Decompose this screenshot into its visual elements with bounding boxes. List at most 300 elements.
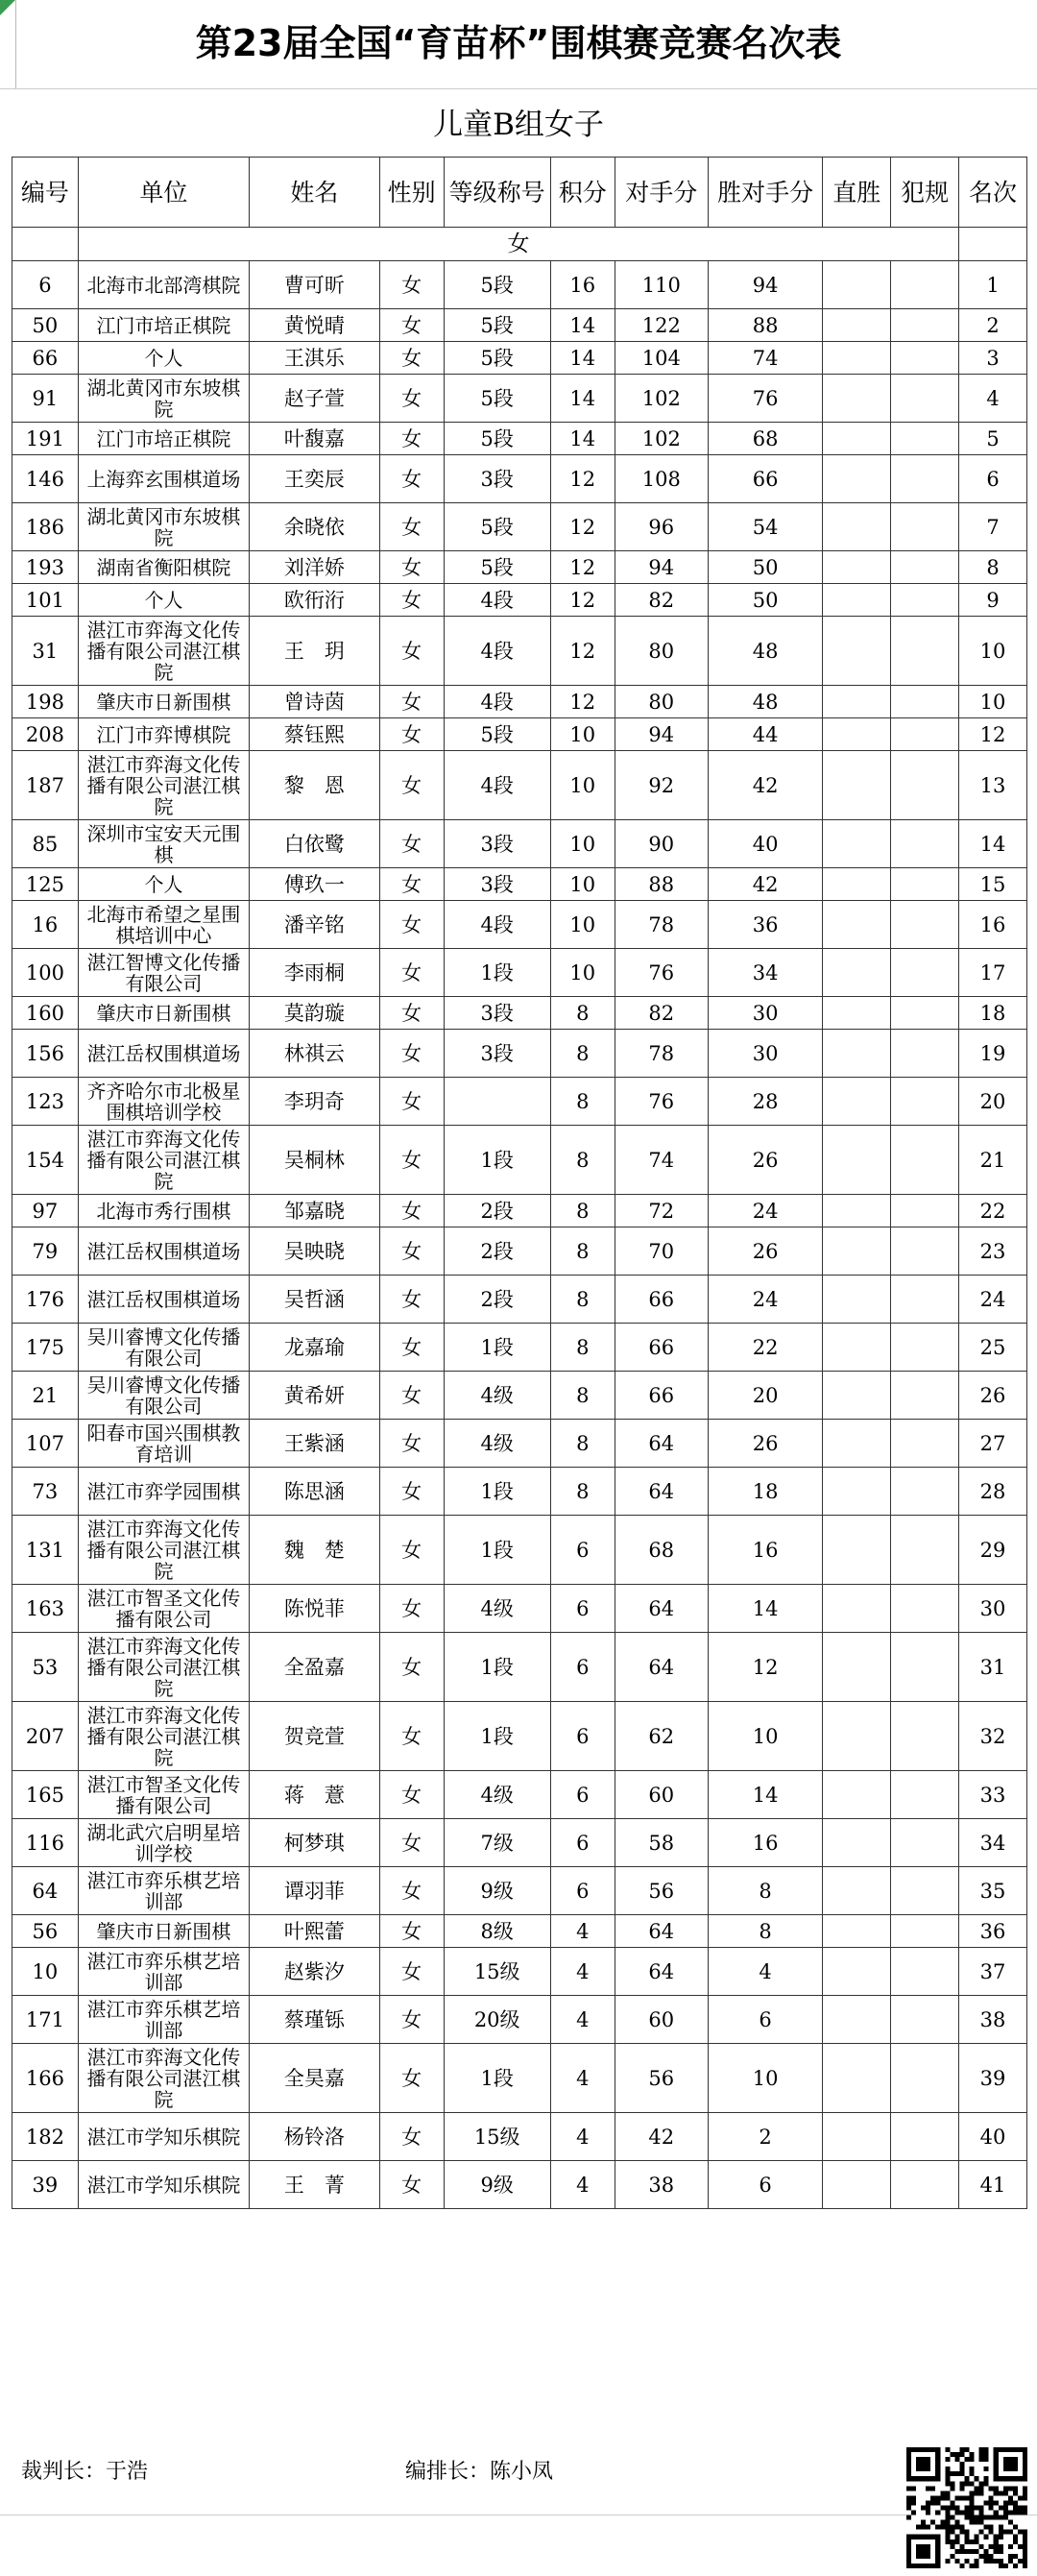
cell-grade: 9级 [444, 1867, 550, 1915]
cell-grade: 5段 [444, 423, 550, 455]
cell-unit: 湛江岳权围棋道场 [78, 1276, 249, 1324]
cell-score: 10 [550, 751, 615, 820]
cell-opponent-score: 56 [615, 1867, 708, 1915]
cell-rank: 10 [959, 686, 1027, 718]
table-row [12, 1948, 1027, 1996]
cell-opponent-score: 74 [615, 1126, 708, 1195]
cell-unit: 肇庆市日新围棋 [78, 997, 249, 1030]
table-row [12, 1276, 1027, 1324]
cell-unit: 湛江市学知乐棋院 [78, 2161, 249, 2209]
cell-rank: 30 [959, 1585, 1027, 1633]
cell-opponent-score: 66 [615, 1324, 708, 1372]
cell-unit: 湛江市弈海文化传播有限公司湛江棋院 [78, 1702, 249, 1771]
cell-grade: 5段 [444, 342, 550, 375]
cell-win-opponent-score: 48 [708, 617, 822, 686]
group-row [12, 228, 1027, 261]
cell-grade: 4段 [444, 686, 550, 718]
cell-name: 蒋 薏 [250, 1771, 380, 1819]
cell-opponent-score: 64 [615, 1948, 708, 1996]
cell-direct-win [823, 584, 891, 617]
cell-score: 4 [550, 2113, 615, 2161]
table-row [12, 375, 1027, 423]
cell-gender: 女 [379, 1996, 444, 2044]
cell-name: 叶熙蕾 [250, 1915, 380, 1948]
cell-foul [891, 1126, 959, 1195]
cell-foul [891, 1324, 959, 1372]
cell-opponent-score: 66 [615, 1372, 708, 1420]
table-row [12, 2044, 1027, 2113]
cell-win-opponent-score: 42 [708, 751, 822, 820]
cell-name: 李雨桐 [250, 949, 380, 997]
cell-direct-win [823, 686, 891, 718]
cell-rank: 40 [959, 2113, 1027, 2161]
cell-name: 杨铃洛 [250, 2113, 380, 2161]
cell-direct-win [823, 1276, 891, 1324]
cell-score: 8 [550, 1324, 615, 1372]
cell-opponent-score: 64 [615, 1915, 708, 1948]
cell-score: 8 [550, 1372, 615, 1420]
cell-grade: 3段 [444, 868, 550, 901]
cell-rank: 19 [959, 1030, 1027, 1078]
cell-foul [891, 342, 959, 375]
cell-no: 175 [12, 1324, 79, 1372]
page-title: 第23届全国“育苗杯”围棋赛竞赛名次表 [195, 22, 842, 64]
cell-score: 12 [550, 617, 615, 686]
cell-unit: 肇庆市日新围棋 [78, 686, 249, 718]
cell-score: 12 [550, 584, 615, 617]
table-row [12, 2161, 1027, 2209]
cell-name: 贺竞萱 [250, 1702, 380, 1771]
cell-foul [891, 1867, 959, 1915]
cell-gender: 女 [379, 997, 444, 1030]
header-rank: 名次 [959, 158, 1027, 228]
cell-grade: 2段 [444, 1227, 550, 1276]
cell-direct-win [823, 1516, 891, 1585]
table-row [12, 584, 1027, 617]
cell-score: 12 [550, 503, 615, 551]
cell-gender: 女 [379, 1585, 444, 1633]
cell-win-opponent-score: 34 [708, 949, 822, 997]
cell-name: 黄希妍 [250, 1372, 380, 1420]
cell-gender: 女 [379, 901, 444, 949]
cell-gender: 女 [379, 1195, 444, 1227]
table-row [12, 1516, 1027, 1585]
cell-opponent-score: 38 [615, 2161, 708, 2209]
cell-no: 116 [12, 1819, 79, 1867]
cell-unit: 湛江市弈乐棋艺培训部 [78, 1867, 249, 1915]
cell-no: 101 [12, 584, 79, 617]
cell-unit: 湖北黄冈市东坡棋院 [78, 375, 249, 423]
cell-gender: 女 [379, 718, 444, 751]
cell-grade: 4段 [444, 751, 550, 820]
cell-score: 16 [550, 261, 615, 309]
cell-gender: 女 [379, 342, 444, 375]
cell-win-opponent-score: 18 [708, 1468, 822, 1516]
cell-win-opponent-score: 94 [708, 261, 822, 309]
cell-opponent-score: 88 [615, 868, 708, 901]
cell-win-opponent-score: 66 [708, 455, 822, 503]
header-win-opponent-score: 胜对手分 [708, 158, 822, 228]
table-row [12, 901, 1027, 949]
table-row [12, 1915, 1027, 1948]
cell-grade: 15级 [444, 1948, 550, 1996]
cell-win-opponent-score: 50 [708, 551, 822, 584]
cell-grade: 5段 [444, 503, 550, 551]
cell-score: 6 [550, 1516, 615, 1585]
cell-opponent-score: 82 [615, 584, 708, 617]
cell-opponent-score: 96 [615, 503, 708, 551]
cell-foul [891, 820, 959, 868]
cell-score: 6 [550, 1585, 615, 1633]
cell-direct-win [823, 342, 891, 375]
cell-direct-win [823, 1227, 891, 1276]
cell-direct-win [823, 1324, 891, 1372]
cell-win-opponent-score: 16 [708, 1516, 822, 1585]
cell-name: 李玥奇 [250, 1078, 380, 1126]
cell-rank: 33 [959, 1771, 1027, 1819]
cell-direct-win [823, 617, 891, 686]
cell-grade: 5段 [444, 309, 550, 342]
table-row [12, 1227, 1027, 1276]
cell-opponent-score: 78 [615, 1030, 708, 1078]
cell-direct-win [823, 1867, 891, 1915]
cell-foul [891, 1276, 959, 1324]
cell-score: 10 [550, 718, 615, 751]
cell-rank: 39 [959, 2044, 1027, 2113]
cell-name: 柯梦琪 [250, 1819, 380, 1867]
cell-name: 全盈嘉 [250, 1633, 380, 1702]
table-row [12, 997, 1027, 1030]
cell-grade: 1段 [444, 1126, 550, 1195]
cell-unit: 湛江市弈海文化传播有限公司湛江棋院 [78, 1516, 249, 1585]
cell-gender: 女 [379, 2044, 444, 2113]
cell-unit: 湛江智博文化传播有限公司 [78, 949, 249, 997]
cell-win-opponent-score: 76 [708, 375, 822, 423]
cell-grade: 4级 [444, 1771, 550, 1819]
cell-gender: 女 [379, 261, 444, 309]
cell-name: 刘洋娇 [250, 551, 380, 584]
cell-gender: 女 [379, 584, 444, 617]
cell-no: 146 [12, 455, 79, 503]
table-row [12, 1867, 1027, 1915]
cell-unit: 上海弈玄围棋道场 [78, 455, 249, 503]
cell-score: 10 [550, 901, 615, 949]
cell-score: 8 [550, 1078, 615, 1126]
cell-unit: 湛江市学知乐棋院 [78, 2113, 249, 2161]
ranking-table [12, 157, 1027, 2209]
cell-rank: 24 [959, 1276, 1027, 1324]
cell-win-opponent-score: 12 [708, 1633, 822, 1702]
cell-direct-win [823, 1030, 891, 1078]
table-row [12, 551, 1027, 584]
cell-grade: 4段 [444, 584, 550, 617]
cell-direct-win [823, 820, 891, 868]
cell-foul [891, 1915, 959, 1948]
cell-opponent-score: 90 [615, 820, 708, 868]
cell-gender: 女 [379, 949, 444, 997]
cell-name: 赵紫汐 [250, 1948, 380, 1996]
cell-name: 王 玥 [250, 617, 380, 686]
cell-grade: 3段 [444, 997, 550, 1030]
cell-foul [891, 949, 959, 997]
cell-win-opponent-score: 24 [708, 1276, 822, 1324]
cell-grade: 4级 [444, 1585, 550, 1633]
cell-gender: 女 [379, 1771, 444, 1819]
cell-name: 傅玖一 [250, 868, 380, 901]
cell-win-opponent-score: 26 [708, 1227, 822, 1276]
cell-grade: 1段 [444, 949, 550, 997]
cell-foul [891, 2044, 959, 2113]
cell-name: 黎 恩 [250, 751, 380, 820]
cell-gender: 女 [379, 1702, 444, 1771]
cell-score: 4 [550, 2161, 615, 2209]
cell-opponent-score: 64 [615, 1468, 708, 1516]
cell-opponent-score: 68 [615, 1516, 708, 1585]
cell-name: 谭羽菲 [250, 1867, 380, 1915]
cell-unit: 湛江岳权围棋道场 [78, 1030, 249, 1078]
cell-rank: 35 [959, 1867, 1027, 1915]
cell-unit: 湛江岳权围棋道场 [78, 1227, 249, 1276]
cell-no: 73 [12, 1468, 79, 1516]
cell-win-opponent-score: 30 [708, 997, 822, 1030]
cell-unit: 肇庆市日新围棋 [78, 1915, 249, 1948]
cell-direct-win [823, 2161, 891, 2209]
cell-foul [891, 1227, 959, 1276]
cell-direct-win [823, 503, 891, 551]
cell-score: 10 [550, 949, 615, 997]
cell-rank: 28 [959, 1468, 1027, 1516]
cell-grade: 1段 [444, 1516, 550, 1585]
table-row [12, 1819, 1027, 1867]
cell-unit: 江门市培正棋院 [78, 423, 249, 455]
qr-code-icon[interactable] [906, 2447, 1027, 2568]
cell-grade: 4级 [444, 1420, 550, 1468]
cell-unit: 湖北武穴启明星培训学校 [78, 1819, 249, 1867]
cell-foul [891, 1030, 959, 1078]
cell-no: 156 [12, 1030, 79, 1078]
cell-name: 曾诗茵 [250, 686, 380, 718]
cell-foul [891, 1078, 959, 1126]
cell-score: 12 [550, 551, 615, 584]
cell-name: 魏 楚 [250, 1516, 380, 1585]
cell-rank: 2 [959, 309, 1027, 342]
cell-no: 85 [12, 820, 79, 868]
cell-unit: 湛江市弈海文化传播有限公司湛江棋院 [78, 617, 249, 686]
cell-no: 182 [12, 2113, 79, 2161]
cell-score: 6 [550, 1867, 615, 1915]
cell-opponent-score: 58 [615, 1819, 708, 1867]
cell-win-opponent-score: 50 [708, 584, 822, 617]
cell-no: 10 [12, 1948, 79, 1996]
cell-grade: 4段 [444, 901, 550, 949]
cell-gender: 女 [379, 868, 444, 901]
cell-rank: 36 [959, 1915, 1027, 1948]
cell-no: 176 [12, 1276, 79, 1324]
table-row [12, 1195, 1027, 1227]
cell-grade: 3段 [444, 455, 550, 503]
cell-opponent-score: 94 [615, 551, 708, 584]
table-row [12, 1372, 1027, 1420]
cell-gender: 女 [379, 423, 444, 455]
cell-score: 10 [550, 868, 615, 901]
cell-win-opponent-score: 8 [708, 1915, 822, 1948]
table-row [12, 820, 1027, 868]
cell-opponent-score: 70 [615, 1227, 708, 1276]
header-row [12, 158, 1027, 228]
cell-no: 107 [12, 1420, 79, 1468]
cell-no: 171 [12, 1996, 79, 2044]
cell-unit: 湛江市弈海文化传播有限公司湛江棋院 [78, 1633, 249, 1702]
cell-rank: 31 [959, 1633, 1027, 1702]
cell-name: 赵子萱 [250, 375, 380, 423]
cell-foul [891, 1468, 959, 1516]
cell-unit: 阳春市国兴围棋教育培训 [78, 1420, 249, 1468]
cell-direct-win [823, 1468, 891, 1516]
cell-no: 166 [12, 2044, 79, 2113]
cell-score: 8 [550, 997, 615, 1030]
cell-win-opponent-score: 14 [708, 1771, 822, 1819]
cell-direct-win [823, 2044, 891, 2113]
cell-gender: 女 [379, 686, 444, 718]
cell-name: 王紫涵 [250, 1420, 380, 1468]
cell-rank: 16 [959, 901, 1027, 949]
cell-gender: 女 [379, 820, 444, 868]
table-row [12, 309, 1027, 342]
cell-grade: 20级 [444, 1996, 550, 2044]
cell-direct-win [823, 1585, 891, 1633]
cell-no: 39 [12, 2161, 79, 2209]
header-name: 姓名 [250, 158, 380, 228]
cell-score: 12 [550, 686, 615, 718]
cell-unit: 湛江市弈海文化传播有限公司湛江棋院 [78, 1126, 249, 1195]
cell-rank: 1 [959, 261, 1027, 309]
cell-direct-win [823, 1915, 891, 1948]
cell-direct-win [823, 1078, 891, 1126]
cell-unit: 湛江市弈乐棋艺培训部 [78, 1996, 249, 2044]
cell-grade: 3段 [444, 820, 550, 868]
cell-rank: 25 [959, 1324, 1027, 1372]
cell-gender: 女 [379, 1030, 444, 1078]
cell-win-opponent-score: 10 [708, 1702, 822, 1771]
cell-rank: 34 [959, 1819, 1027, 1867]
cell-foul [891, 375, 959, 423]
cell-name: 曹可昕 [250, 261, 380, 309]
cell-unit: 湛江市弈海文化传播有限公司湛江棋院 [78, 2044, 249, 2113]
cell-foul [891, 617, 959, 686]
cell-direct-win [823, 1372, 891, 1420]
cell-direct-win [823, 551, 891, 584]
cell-gender: 女 [379, 1276, 444, 1324]
group-label: 女 [78, 228, 958, 261]
cell-foul [891, 686, 959, 718]
cell-gender: 女 [379, 1633, 444, 1702]
cell-opponent-score: 64 [615, 1420, 708, 1468]
cell-direct-win [823, 868, 891, 901]
cell-unit: 北海市秀行围棋 [78, 1195, 249, 1227]
cell-opponent-score: 122 [615, 309, 708, 342]
cell-rank: 8 [959, 551, 1027, 584]
cell-no: 64 [12, 1867, 79, 1915]
cell-rank: 37 [959, 1948, 1027, 1996]
table-row [12, 1633, 1027, 1702]
cell-gender: 女 [379, 1372, 444, 1420]
cell-rank: 7 [959, 503, 1027, 551]
cell-score: 8 [550, 1195, 615, 1227]
cell-score: 8 [550, 1276, 615, 1324]
cell-foul [891, 997, 959, 1030]
cell-win-opponent-score: 28 [708, 1078, 822, 1126]
cell-no: 187 [12, 751, 79, 820]
cell-name: 黄悦晴 [250, 309, 380, 342]
cell-score: 8 [550, 1126, 615, 1195]
cell-foul [891, 901, 959, 949]
cell-unit: 深圳市宝安天元围棋 [78, 820, 249, 868]
cell-grade: 5段 [444, 551, 550, 584]
cell-win-opponent-score: 6 [708, 1996, 822, 2044]
cell-no: 154 [12, 1126, 79, 1195]
cell-no: 31 [12, 617, 79, 686]
header-grade: 等级称号 [444, 158, 550, 228]
cell-rank: 6 [959, 455, 1027, 503]
cell-direct-win [823, 1996, 891, 2044]
cell-direct-win [823, 455, 891, 503]
header-score: 积分 [550, 158, 615, 228]
cell-grade: 1段 [444, 1633, 550, 1702]
table-row [12, 1702, 1027, 1771]
cell-name: 蔡瑾铄 [250, 1996, 380, 2044]
cell-opponent-score: 42 [615, 2113, 708, 2161]
cell-opponent-score: 102 [615, 423, 708, 455]
cell-rank: 13 [959, 751, 1027, 820]
cell-unit: 个人 [78, 584, 249, 617]
table-row [12, 1420, 1027, 1468]
cell-opponent-score: 64 [615, 1633, 708, 1702]
cell-no: 6 [12, 261, 79, 309]
cell-no: 50 [12, 309, 79, 342]
cell-name: 吴哲涵 [250, 1276, 380, 1324]
cell-score: 14 [550, 342, 615, 375]
header-foul: 犯规 [891, 158, 959, 228]
cell-direct-win [823, 1126, 891, 1195]
table-row [12, 868, 1027, 901]
table-row [12, 1585, 1027, 1633]
cell-score: 6 [550, 1702, 615, 1771]
cell-score: 10 [550, 820, 615, 868]
cell-rank: 20 [959, 1078, 1027, 1126]
cell-no: 100 [12, 949, 79, 997]
cell-no: 53 [12, 1633, 79, 1702]
cell-score: 14 [550, 309, 615, 342]
cell-win-opponent-score: 6 [708, 2161, 822, 2209]
cell-unit: 个人 [78, 868, 249, 901]
cell-rank: 18 [959, 997, 1027, 1030]
cell-opponent-score: 78 [615, 901, 708, 949]
cell-no: 193 [12, 551, 79, 584]
cell-foul [891, 868, 959, 901]
cell-grade: 4级 [444, 1372, 550, 1420]
cell-score: 8 [550, 1468, 615, 1516]
cell-score: 4 [550, 1915, 615, 1948]
cell-no: 97 [12, 1195, 79, 1227]
cell-win-opponent-score: 4 [708, 1948, 822, 1996]
header-unit: 单位 [78, 158, 249, 228]
cell-unit: 湖北黄冈市东坡棋院 [78, 503, 249, 551]
cell-rank: 4 [959, 375, 1027, 423]
cell-rank: 12 [959, 718, 1027, 751]
cell-opponent-score: 62 [615, 1702, 708, 1771]
header-direct-win: 直胜 [823, 158, 891, 228]
table-row [12, 1126, 1027, 1195]
